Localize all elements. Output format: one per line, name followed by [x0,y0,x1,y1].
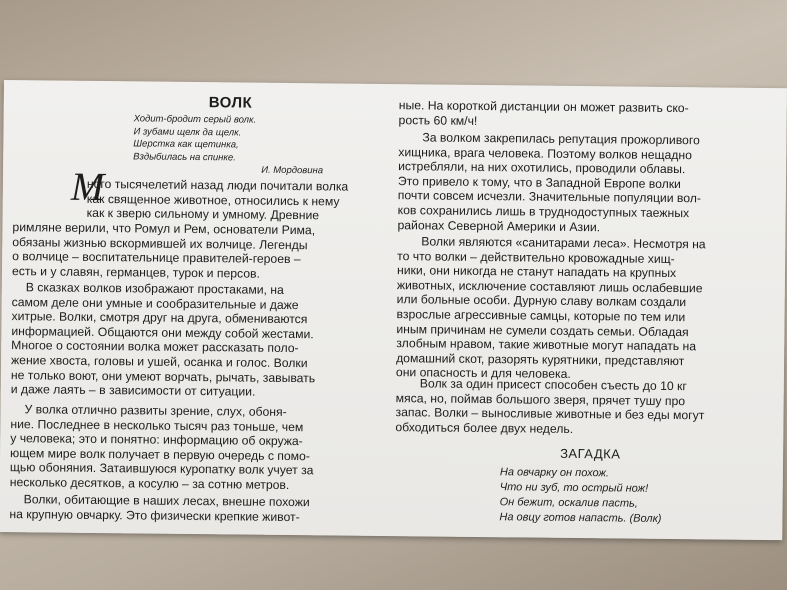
paragraph-r1 [397,130,701,235]
text-line: Волки, обитающие в наших лесах, внешне похожи [23,492,310,510]
paragraph-4 [9,492,309,524]
poem-line: И зубами щелк да щелк. [133,125,242,138]
text-line: есть и у славян, германцев, турок и персов. [11,263,261,281]
text-line: римляне верили, что Ромул и Рем, основатели Рима, [12,220,316,238]
text-card [0,80,787,540]
text-line: обходиться более двух недель. [395,419,574,436]
text-line: ющем мире волк получает в первую очередь с помо- [10,445,311,464]
text-line: несколько десятков, а косулю – за сотню метров. [9,475,290,492]
paragraph-r3 [395,376,704,438]
text-line: почти совсем исчезли. Значительные популяции вол- [397,188,702,206]
paragraph-2 [11,280,316,400]
text-line: обязаны жизнью вскормившей их волчице. Легенды [12,234,308,252]
riddle [499,465,662,527]
poem-line: Вздыбилась на спинке. [133,150,236,163]
text-line: ники, они никогда не станут нападать на крупных [396,263,677,281]
text-line: ние. Последнее в несколько тысяч раз тоньше, чем [10,416,304,434]
riddle-title: ЗАГАДКА [560,445,621,462]
paragraph-1-cont [12,220,388,282]
text-line: ные. На короткой дистанции он может развить ско- [398,98,689,116]
text-line: Волк за один присест способен съесть до 10 кг [419,376,687,394]
text-line: как к зверю сильному и умному. Древние [86,206,320,223]
text-line: мяса, но, поймав большого зверя, прячет тушу про [395,390,686,408]
text-line: взрослые агрессивные самцы, которые по тем или [396,307,686,325]
text-line: и даже лаять – в зависимости от ситуации. [10,382,256,399]
text-line: они опасность и для человека. [395,365,571,382]
left-column [9,80,389,524]
text-line: ков сохранились лишь в труднодоступных таежных [397,203,690,221]
text-line: В сказках волков изображают простаками, на [25,280,284,297]
text-line: За волком закрепилась репутация прожорливого [422,130,700,148]
riddle-line: На овцу готов напасть. (Волк) [499,511,662,525]
text-line: о волчице – воспитательнице правителей-героев – [12,249,301,267]
text-line: злобным нравом, такие животные могут нападать на [396,336,697,354]
paragraph-r0 [399,98,689,130]
text-line: не только воют, они умеют ворчать, рычать, завывать [10,367,316,385]
paragraph-r2 [396,234,706,383]
text-line: У волка отлично развиты зрение, слух, обоня- [24,402,287,419]
poem-author: И. Мордовина [261,164,324,177]
drop-cap: М [70,163,105,210]
right-column [395,84,779,525]
text-line: иным причинам не сумели создать семьи. Обладая [396,321,689,339]
text-line: истребляли, на них охотились, проводили облавы. [398,159,686,177]
text-line: животных, исключение составляют лишь ослабевшие [396,277,703,296]
text-line: самом деле они умные и сообразительные и даже [11,294,299,312]
text-line: Это привело к тому, что в Западной Европе волки [397,173,681,191]
text-line: щью обоняния. Затаившуюся куропатку волк учует за [9,460,314,478]
text-line: домашний скот, разорять курятники, представляют [396,350,685,368]
text-line: Многое о состоянии волка может рассказать поло- [11,338,299,356]
text-line: жение хвоста, головы и ушей, осанка и голос. Волки [10,353,308,371]
text-line: информацией. Общаются они между собой жестами. [11,323,314,342]
riddle-line: Он бежит, оскалив пасть, [499,496,638,510]
paragraph-3 [10,402,314,493]
epigraph-poem [133,113,334,178]
text-line: у человека; это и понятно: информацию об окружа- [10,431,303,449]
text-line: рость 60 км/ч! [398,112,478,128]
text-line: на крупную овчарку. Это физически крепкие живот- [9,506,300,524]
page-title: ВОЛК [208,94,253,112]
text-line: то что волки – действительно кровожадные хищ- [397,248,675,266]
text-line: запас. Волки – выносливые животные и без еды могут [395,405,705,423]
riddle-line: Что ни зуб, то острый нож! [499,481,649,495]
poem-line: Ходит-бродит серый волк. [133,113,257,126]
text-line: как священное животное, относились к нему [86,191,340,209]
paragraph-1 [87,177,387,224]
text-line: ного тысячелетий назад люди почитали волка [86,176,349,194]
text-line: или больные особи. Дурную славу волкам создали [396,292,687,310]
text-line: Волки являются «санитарами леса». Несмотря на [421,234,706,252]
text-line: хищника, врага человека. Поэтому волков нещадно [398,144,693,162]
riddle-line: На овчарку он похож. [499,466,610,480]
poem-line: Шерстка как щетинка, [133,138,239,151]
text-line: районах Северной Америки и Азии. [397,217,601,234]
text-line: хитрые. Волки, смотря друг на друга, обмениваются [11,309,308,327]
